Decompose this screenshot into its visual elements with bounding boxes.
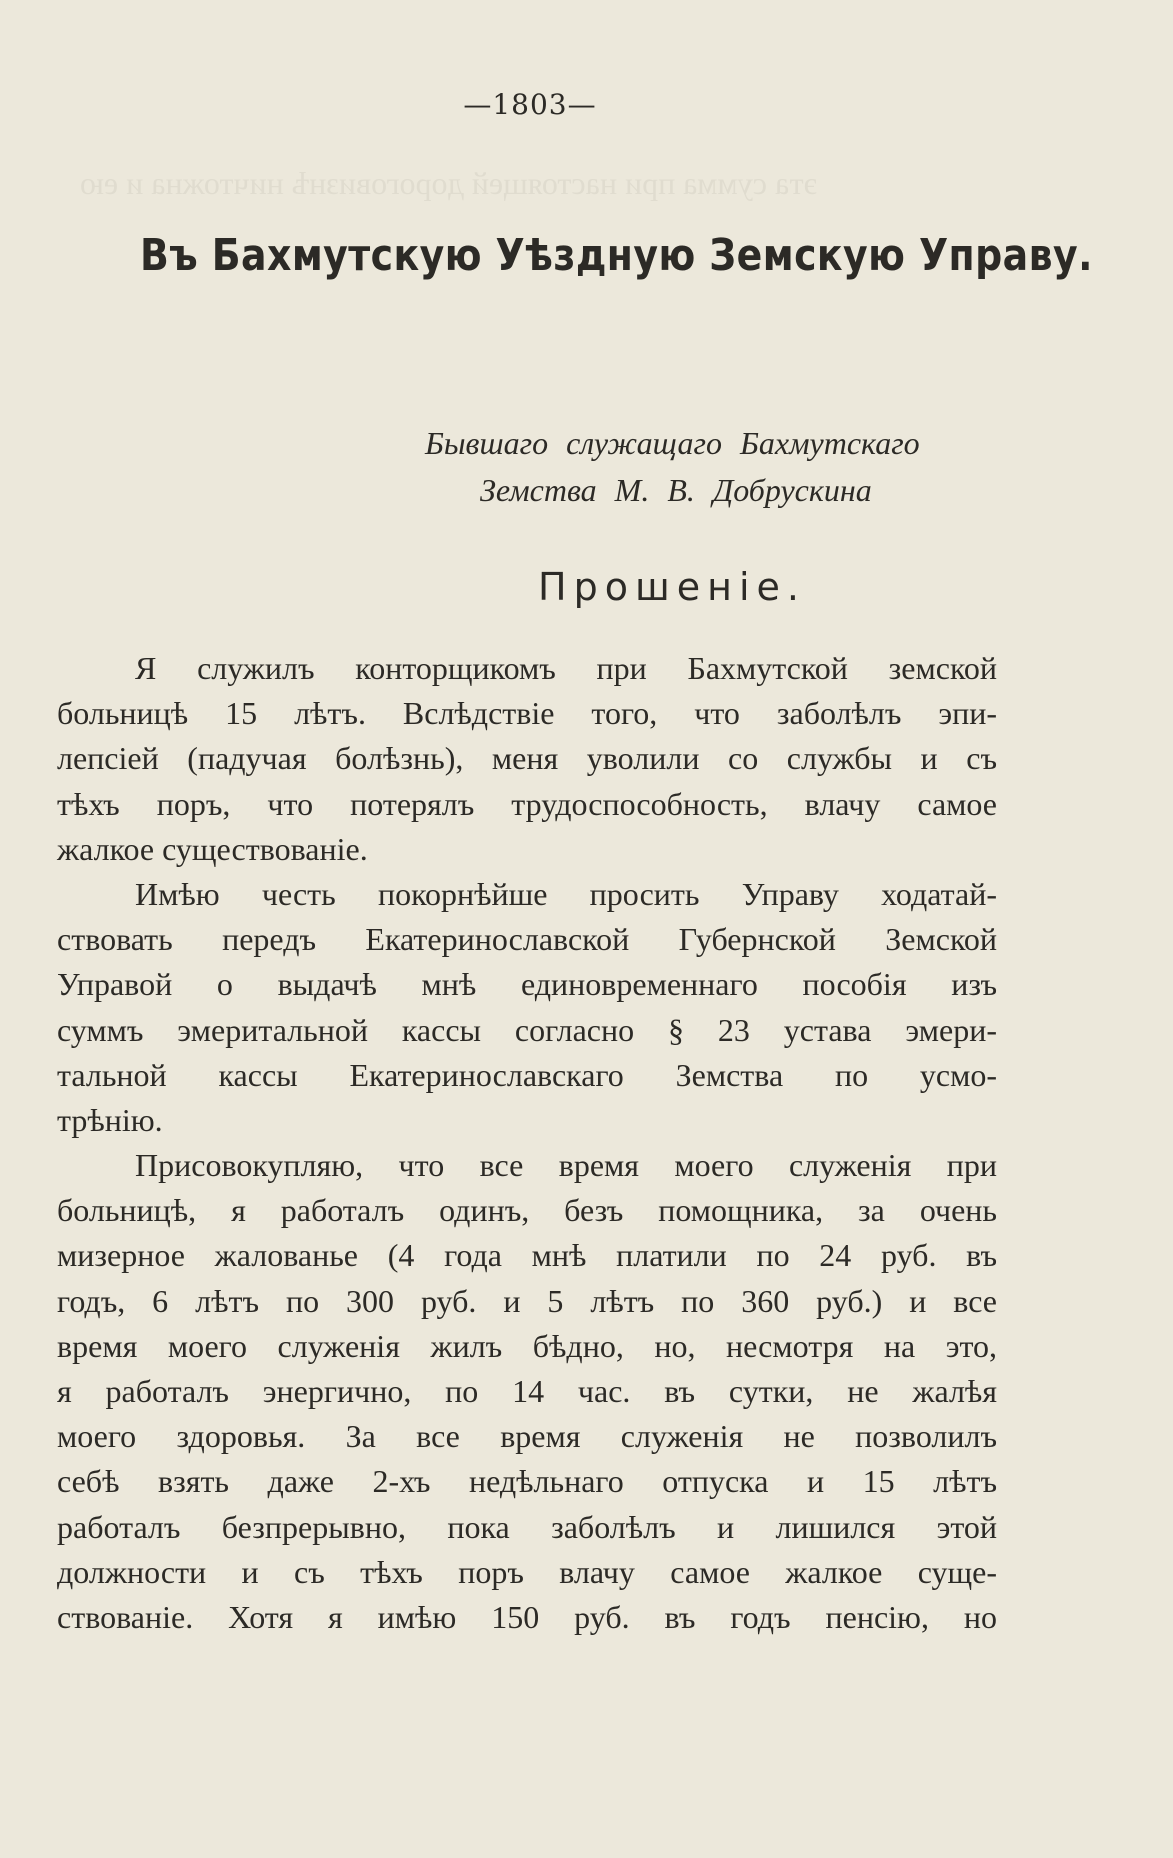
petition-body (57, 646, 997, 1640)
text-line: лепсіей (падучая болѣзнь), меня уволили со службы и съ (57, 740, 997, 777)
text-line: мизерное жалованье (4 года мнѣ платили по 24 руб. въ (57, 1237, 997, 1274)
text-line: ствованіе. Хотя я имѣю 150 руб. въ годъ пенсію, но (57, 1598, 997, 1635)
paragraph (57, 1143, 997, 1640)
text-line: Управой о выдачѣ мнѣ единовременнаго пособія изъ (57, 966, 997, 1003)
text-line: моего здоровья. За все время служенія не позволилъ (57, 1418, 997, 1455)
text-line: ствовать передъ Екатеринославской Губернской Земской (57, 921, 997, 958)
sender-block (360, 420, 1010, 514)
text-line: время моего служенія жилъ бѣдно, но, несмотря на это, (57, 1327, 997, 1364)
petition-title: Прошеніе. (538, 565, 806, 609)
text-line: Имѣю честь покорнѣйше просить Управу ходатай- (135, 875, 997, 912)
sender-line: Земства М. В. Добрускина (480, 472, 872, 508)
text-line: больницѣ 15 лѣтъ. Вслѣдствіе того, что заболѣлъ эпи- (57, 695, 997, 732)
document-heading: Въ Бахмутскую Уѣздную Земскую Управу. (140, 230, 1093, 281)
text-line: Я служилъ конторщикомъ при Бахмутской земской (135, 650, 997, 686)
text-line: работалъ безпрерывно, пока заболѣлъ и лишился этой (57, 1508, 997, 1545)
text-line: Присовокупляю, что все время моего служенія при (135, 1147, 997, 1184)
text-line: я работалъ энергично, по 14 час. въ сутки, не жалѣя (57, 1373, 997, 1409)
text-line: трѣнію. (57, 1101, 163, 1138)
text-line: тальной кассы Екатеринославскаго Земства по усмо- (57, 1056, 997, 1093)
text-line: годъ, 6 лѣтъ по 300 руб. и 5 лѣтъ по 360 руб.) и все (57, 1282, 997, 1319)
text-line: тѣхъ поръ, что потерялъ трудоспособность, влачу самое (57, 785, 997, 822)
paragraph (57, 872, 997, 1143)
text-line: себѣ взять даже 2-хъ недѣльнаго отпуска и 15 лѣтъ (57, 1463, 997, 1500)
text-line: должности и съ тѣхъ поръ влачу самое жалкое суще- (57, 1553, 997, 1590)
paragraph (57, 646, 997, 872)
text-line: больницѣ, я работалъ одинъ, безъ помощника, за очень (57, 1192, 997, 1229)
sender-line: Бывшаго служащаго Бахмутскаго (425, 425, 920, 461)
bleed-through-text: эта сумма при настоящей дороговизнѣ ничтожна и ею (80, 165, 818, 201)
text-line: жалкое существованіе. (57, 830, 368, 867)
text-line: суммъ эмеритальной кассы согласно § 23 устава эмери- (57, 1011, 997, 1048)
page-number: —1803— (463, 88, 597, 121)
